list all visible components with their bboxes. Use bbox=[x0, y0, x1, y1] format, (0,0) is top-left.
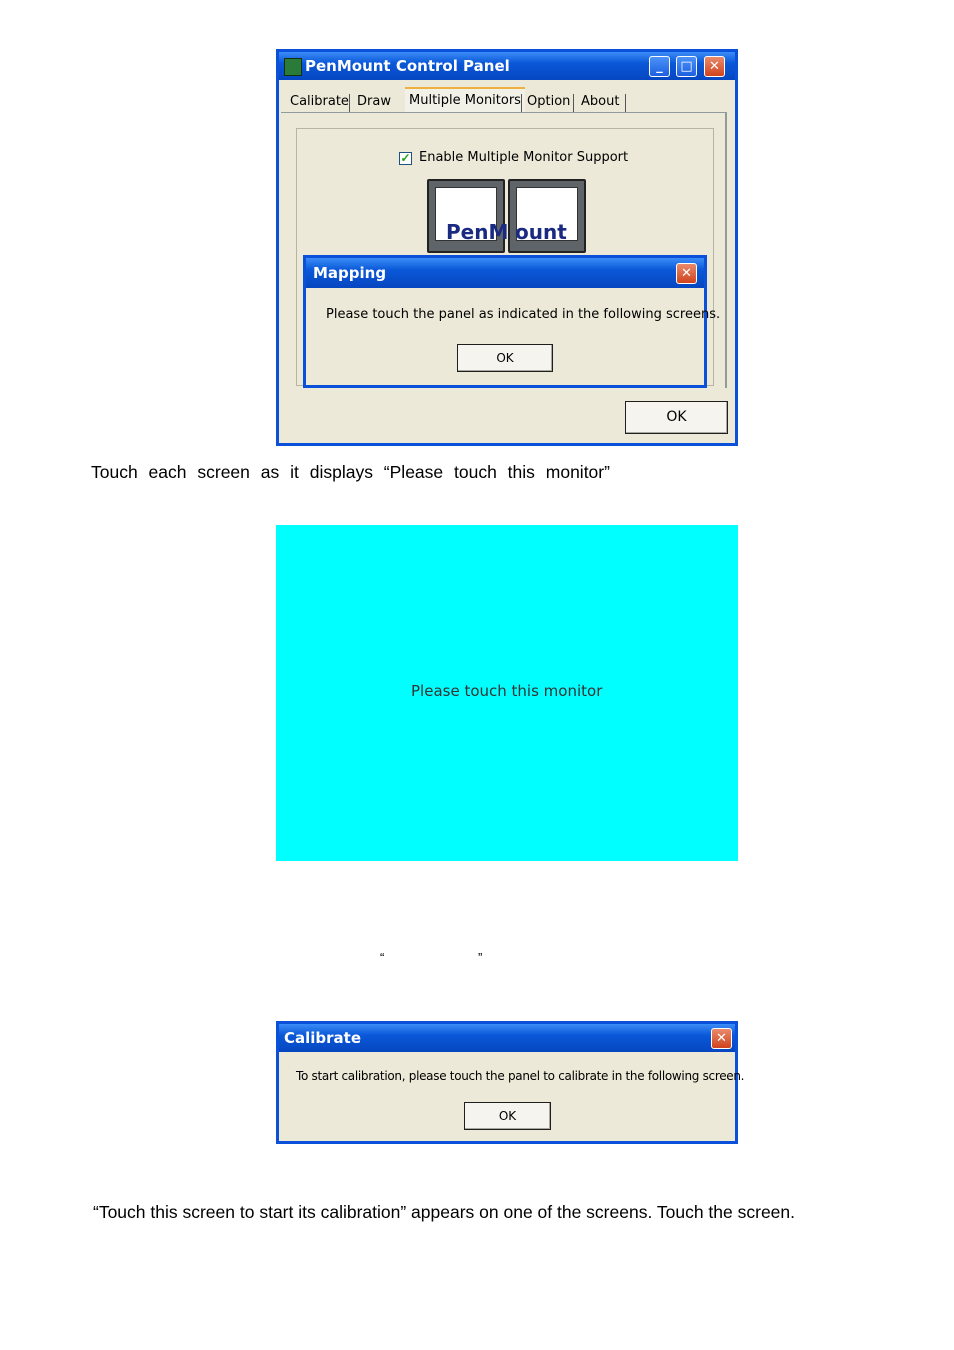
penmount-logo-right: ount bbox=[515, 220, 567, 244]
close-quote-mark: ” bbox=[478, 950, 483, 965]
instruction-touch-each-screen: Touch each screen as it displays “Please touch this monitor” bbox=[91, 462, 610, 482]
control-panel-ok-button[interactable]: OK bbox=[625, 401, 728, 434]
tab-separator bbox=[573, 94, 574, 112]
monitor-icon-1[interactable] bbox=[427, 179, 509, 253]
monitor-screen bbox=[435, 187, 509, 244]
close-button[interactable]: ✕ bbox=[704, 56, 725, 77]
mapping-message: Please touch the panel as indicated in the following screens. bbox=[326, 307, 721, 322]
tab-option[interactable]: Option bbox=[527, 94, 571, 109]
tab-calibrate[interactable]: Calibrate bbox=[290, 94, 349, 109]
open-quote-mark: “ bbox=[380, 950, 385, 965]
calibrate-title: Calibrate bbox=[284, 1029, 362, 1047]
penmount-app-icon bbox=[284, 58, 302, 76]
monitor-icon-2[interactable] bbox=[508, 179, 586, 253]
control-panel-title: PenMount Control Panel bbox=[305, 57, 510, 75]
mapping-dialog bbox=[303, 255, 721, 388]
maximize-button[interactable]: □ bbox=[676, 56, 697, 77]
penmount-logo-left: PenM bbox=[446, 220, 509, 244]
minimize-button[interactable]: _ bbox=[649, 56, 670, 77]
calibrate-ok-button[interactable]: OK bbox=[464, 1102, 551, 1130]
instruction-touch-to-calibrate: “Touch this screen to start its calibration” appears on one of the screens. Touch the screen. bbox=[93, 1202, 795, 1222]
calibrate-message: To start calibration, please touch the panel to calibrate in the following screen. bbox=[296, 1069, 745, 1083]
tab-about[interactable]: About bbox=[581, 94, 620, 109]
enable-multiple-monitor-label: Enable Multiple Monitor Support bbox=[419, 150, 629, 165]
mapping-ok-button[interactable]: OK bbox=[457, 344, 553, 372]
please-touch-monitor-text: Please touch this monitor bbox=[411, 682, 603, 700]
please-touch-monitor-screen[interactable] bbox=[276, 525, 738, 861]
tab-draw[interactable]: Draw bbox=[357, 94, 391, 109]
tab-separator bbox=[521, 94, 522, 112]
mapping-title: Mapping bbox=[313, 264, 387, 282]
mapping-close-button[interactable]: ✕ bbox=[676, 263, 697, 284]
tab-separator bbox=[625, 94, 626, 112]
calibrate-titlebar[interactable] bbox=[279, 1024, 735, 1052]
mapping-titlebar[interactable] bbox=[306, 258, 704, 288]
calibrate-dialog bbox=[276, 1021, 745, 1144]
tab-separator bbox=[349, 94, 350, 112]
enable-multiple-monitor-checkbox[interactable]: ✓ bbox=[400, 151, 411, 165]
monitor-screen bbox=[515, 187, 578, 244]
tab-multiple-monitors[interactable]: Multiple Monitors bbox=[405, 87, 525, 113]
calibrate-close-button[interactable]: ✕ bbox=[711, 1028, 732, 1049]
